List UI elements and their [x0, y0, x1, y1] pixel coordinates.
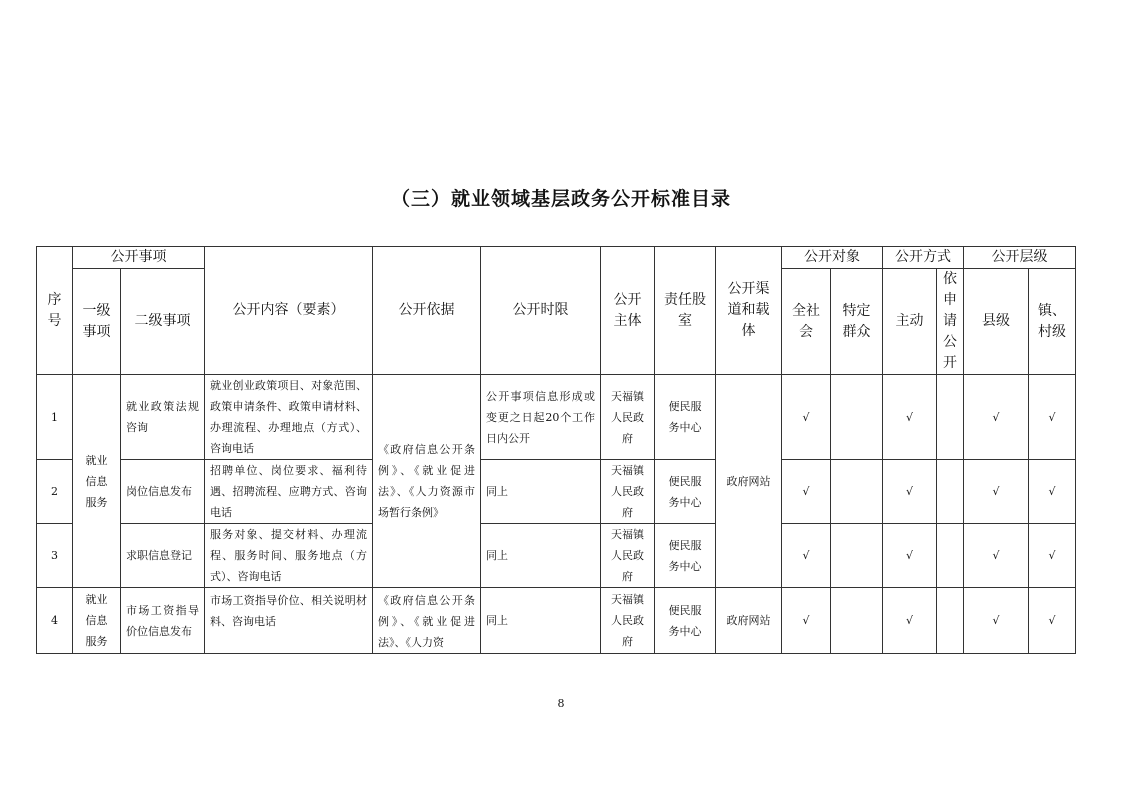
row-time-limit: 同上: [481, 588, 601, 654]
check-target-all: √: [782, 524, 831, 588]
header-level2: 二级事项: [121, 269, 205, 375]
header-content: 公开内容（要素）: [205, 247, 373, 375]
check-method-active: √: [883, 460, 937, 524]
header-target-specific: 特定群众: [831, 269, 883, 375]
check-method-apply: [937, 460, 964, 524]
header-basis: 公开依据: [373, 247, 481, 375]
row-level2: 市场工资指导价位信息发布: [121, 588, 205, 654]
row-time-limit: 同上: [481, 524, 601, 588]
page-number: 8: [557, 697, 565, 710]
row-level2: 岗位信息发布: [121, 460, 205, 524]
row-content: 就业创业政策项目、对象范围、政策申请条件、政策申请材料、办理流程、办理地点（方式）、咨询电话: [205, 375, 373, 460]
row-level1: 就业信息服务: [73, 375, 121, 588]
check-level-county: √: [964, 375, 1029, 460]
table-row: [37, 524, 1076, 588]
table-row: [37, 460, 1076, 524]
header-office: 责任股室: [655, 247, 716, 375]
row-level1: 就业信息服务: [73, 588, 121, 654]
header-target: 公开对象: [782, 247, 883, 269]
check-method-active: √: [883, 524, 937, 588]
row-seq: 1: [37, 375, 73, 460]
header-target-all: 全社会: [782, 269, 831, 375]
check-method-apply: [937, 588, 964, 654]
check-target-specific: [831, 524, 883, 588]
row-office: 便民服务中心: [655, 588, 716, 654]
check-target-all: √: [782, 375, 831, 460]
check-method-active: √: [883, 375, 937, 460]
check-level-county: √: [964, 524, 1029, 588]
table-row: [37, 588, 1076, 654]
check-target-specific: [831, 588, 883, 654]
page-title: （三）就业领域基层政务公开标准目录: [390, 188, 731, 210]
row-level2: 就业政策法规咨询: [121, 375, 205, 460]
row-content: 服务对象、提交材料、办理流程、服务时间、服务地点（方式）、咨询电话: [205, 524, 373, 588]
header-subject: 公开主体: [601, 247, 655, 375]
check-target-specific: [831, 375, 883, 460]
check-level-town: √: [1029, 524, 1076, 588]
row-seq: 2: [37, 460, 73, 524]
check-target-specific: [831, 460, 883, 524]
header-level-county: 县级: [964, 269, 1029, 375]
header-method: 公开方式: [883, 247, 964, 269]
row-subject: 天福镇人民政府: [601, 588, 655, 654]
row-content: 市场工资指导价位、相关说明材料、咨询电话: [205, 588, 373, 654]
header-level1: 一级事项: [73, 269, 121, 375]
check-level-town: √: [1029, 588, 1076, 654]
table-row: [37, 375, 1076, 460]
row-level2: 求职信息登记: [121, 524, 205, 588]
row-subject: 天福镇人民政府: [601, 524, 655, 588]
check-target-all: √: [782, 460, 831, 524]
header-time-limit: 公开时限: [481, 247, 601, 375]
header-level-town: 镇、村级: [1029, 269, 1076, 375]
check-level-county: √: [964, 460, 1029, 524]
header-level: 公开层级: [964, 247, 1076, 269]
check-target-all: √: [782, 588, 831, 654]
check-level-county: √: [964, 588, 1029, 654]
check-method-active: √: [883, 588, 937, 654]
row-subject: 天福镇人民政府: [601, 460, 655, 524]
header-method-apply: 依申请公开: [937, 269, 964, 375]
row-seq: 4: [37, 588, 73, 654]
row-channel: 政府网站: [716, 588, 782, 654]
row-office: 便民服务中心: [655, 375, 716, 460]
standards-table: [36, 246, 1076, 654]
row-time-limit: 公开事项信息形成或变更之日起20个工作日内公开: [481, 375, 601, 460]
row-basis: 《政府信息公开条例》、《就业促进法》、《人力资: [373, 588, 481, 654]
check-level-town: √: [1029, 460, 1076, 524]
check-method-apply: [937, 524, 964, 588]
row-basis: 《政府信息公开条例》、《就业促进法》、《人力资源市场暂行条例》: [373, 375, 481, 588]
row-content: 招聘单位、岗位要求、福利待遇、招聘流程、应聘方式、咨询电话: [205, 460, 373, 524]
row-time-limit: 同上: [481, 460, 601, 524]
row-seq: 3: [37, 524, 73, 588]
row-channel: 政府网站: [716, 375, 782, 588]
check-level-town: √: [1029, 375, 1076, 460]
header-method-active: 主动: [883, 269, 937, 375]
row-office: 便民服务中心: [655, 460, 716, 524]
header-seq: 序号: [37, 247, 73, 375]
header-public-items: 公开事项: [73, 247, 205, 269]
row-subject: 天福镇人民政府: [601, 375, 655, 460]
header-channel: 公开渠道和载体: [716, 247, 782, 375]
check-method-apply: [937, 375, 964, 460]
row-office: 便民服务中心: [655, 524, 716, 588]
